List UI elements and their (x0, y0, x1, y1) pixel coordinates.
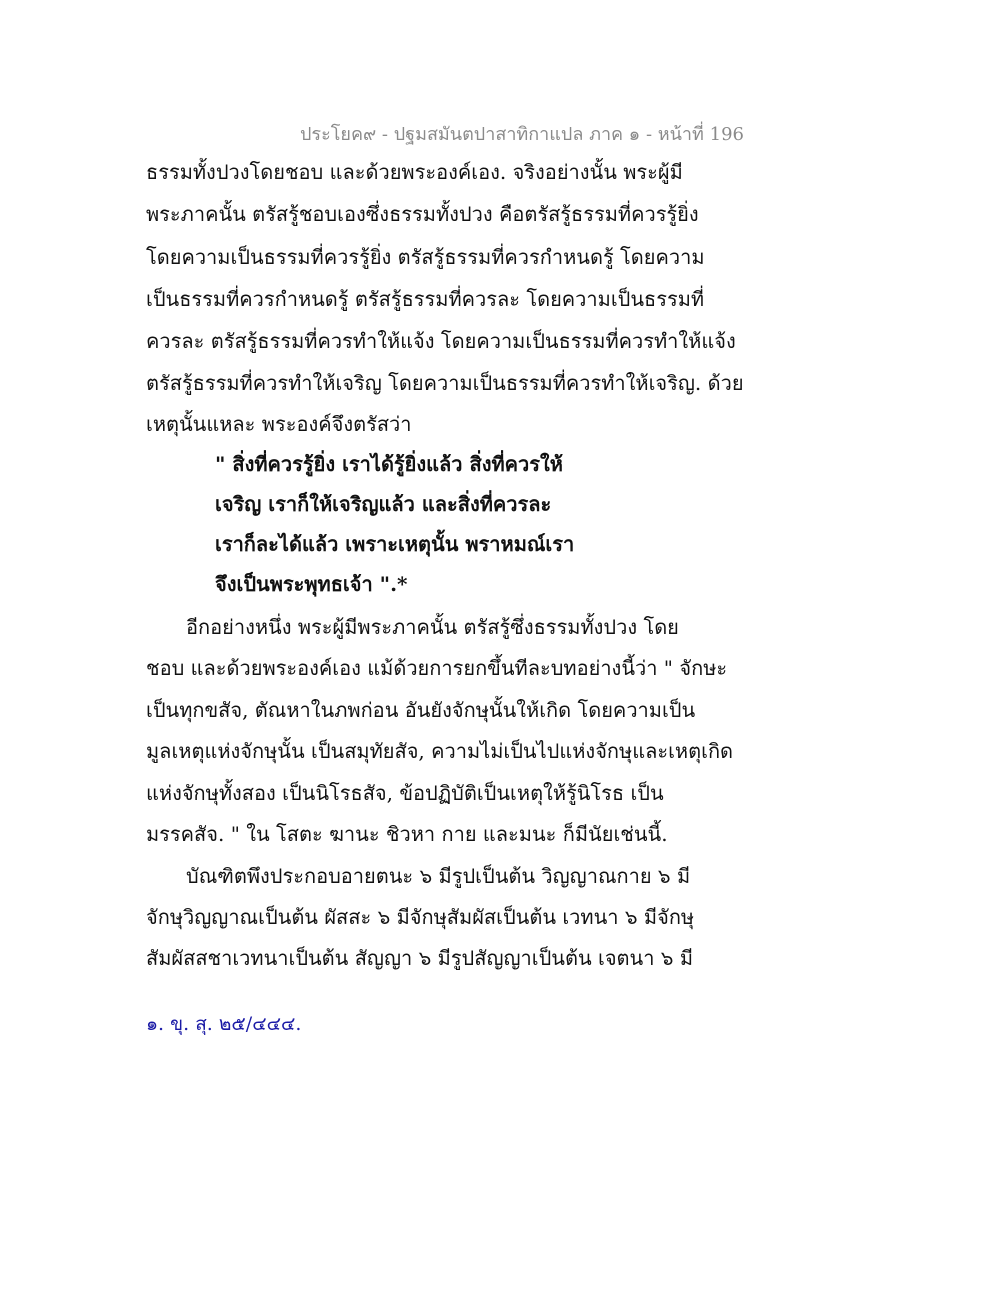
body-line: แห่งจักษุทั้งสอง เป็นนิโรธสัจ, ข้อปฏิบัติเป็นเหตุให้รู้นิโรธ เป็น (146, 781, 664, 805)
body-line: โดยความเป็นธรรมที่ควรรู้ยิ่ง ตรัสรู้ธรรมที่ควรกำหนดรู้ โดยความ (146, 245, 705, 269)
body-line: ตรัสรู้ธรรมที่ควรทำให้เจริญ โดยความเป็นธรรมที่ควรทำให้เจริญ. ด้วย (146, 371, 744, 395)
page-header: ประโยค๙ - ปฐมสมันตปาสาทิกาแปล ภาค ๑ - หน้าที่ 196 (300, 124, 744, 145)
body-line: จักษุวิญญาณเป็นต้น ผัสสะ ๖ มีจักษุสัมผัสเป็นต้น เวทนา ๖ มีจักษุ (146, 905, 695, 929)
body-line: มรรคสัจ. " ใน โสตะ ฆานะ ชิวหา กาย และมนะ ก็มีนัยเช่นนี้. (146, 822, 668, 846)
verse-line: เราก็ละได้แล้ว เพราะเหตุนั้น พราหมณ์เรา (215, 532, 575, 556)
verse-line: เจริญ เราก็ให้เจริญแล้ว และสิ่งที่ควรละ (215, 492, 552, 516)
body-line: ควรละ ตรัสรู้ธรรมที่ควรทำให้แจ้ง โดยความเป็นธรรมที่ควรทำให้แจ้ง (146, 329, 736, 353)
footnote: ๑. ขุ. สุ. ๒๕/๔๔๔. (146, 1013, 302, 1035)
body-line: บัณฑิตพึงประกอบอายตนะ ๖ มีรูปเป็นต้น วิญญาณกาย ๖ มี (186, 864, 691, 888)
body-line: ชอบ และด้วยพระองค์เอง แม้ด้วยการยกขึ้นทีละบทอย่างนี้ว่า " จักษะ (146, 656, 728, 680)
body-line: มูลเหตุแห่งจักษุนั้น เป็นสมุทัยสัจ, ความไม่เป็นไปแห่งจักษุและเหตุเกิด (146, 739, 734, 763)
verse-line: " สิ่งที่ควรรู้ยิ่ง เราได้รู้ยิ่งแล้ว สิ่งที่ควรให้ (215, 452, 563, 476)
body-line: พระภาคนั้น ตรัสรู้ชอบเองซึ่งธรรมทั้งปวง คือตรัสรู้ธรรมที่ควรรู้ยิ่ง (146, 202, 699, 226)
body-line: ธรรมทั้งปวงโดยชอบ และด้วยพระองค์เอง. จริงอย่างนั้น พระผู้มี (146, 160, 683, 184)
body-line: สัมผัสสชาเวทนาเป็นต้น สัญญา ๖ มีรูปสัญญาเป็นต้น เจตนา ๖ มี (146, 946, 694, 970)
verse-line: จึงเป็นพระพุทธเจ้า ".* (215, 572, 408, 596)
body-line: เหตุนั้นแหละ พระองค์จึงตรัสว่า (146, 412, 412, 436)
body-line: เป็นทุกขสัจ, ตัณหาในภพก่อน อันยังจักษุนั้นให้เกิด โดยความเป็น (146, 698, 696, 722)
body-line: อีกอย่างหนึ่ง พระผู้มีพระภาคนั้น ตรัสรู้ซึ่งธรรมทั้งปวง โดย (186, 615, 679, 639)
body-line: เป็นธรรมที่ควรกำหนดรู้ ตรัสรู้ธรรมที่ควรละ โดยความเป็นธรรมที่ (146, 287, 705, 311)
